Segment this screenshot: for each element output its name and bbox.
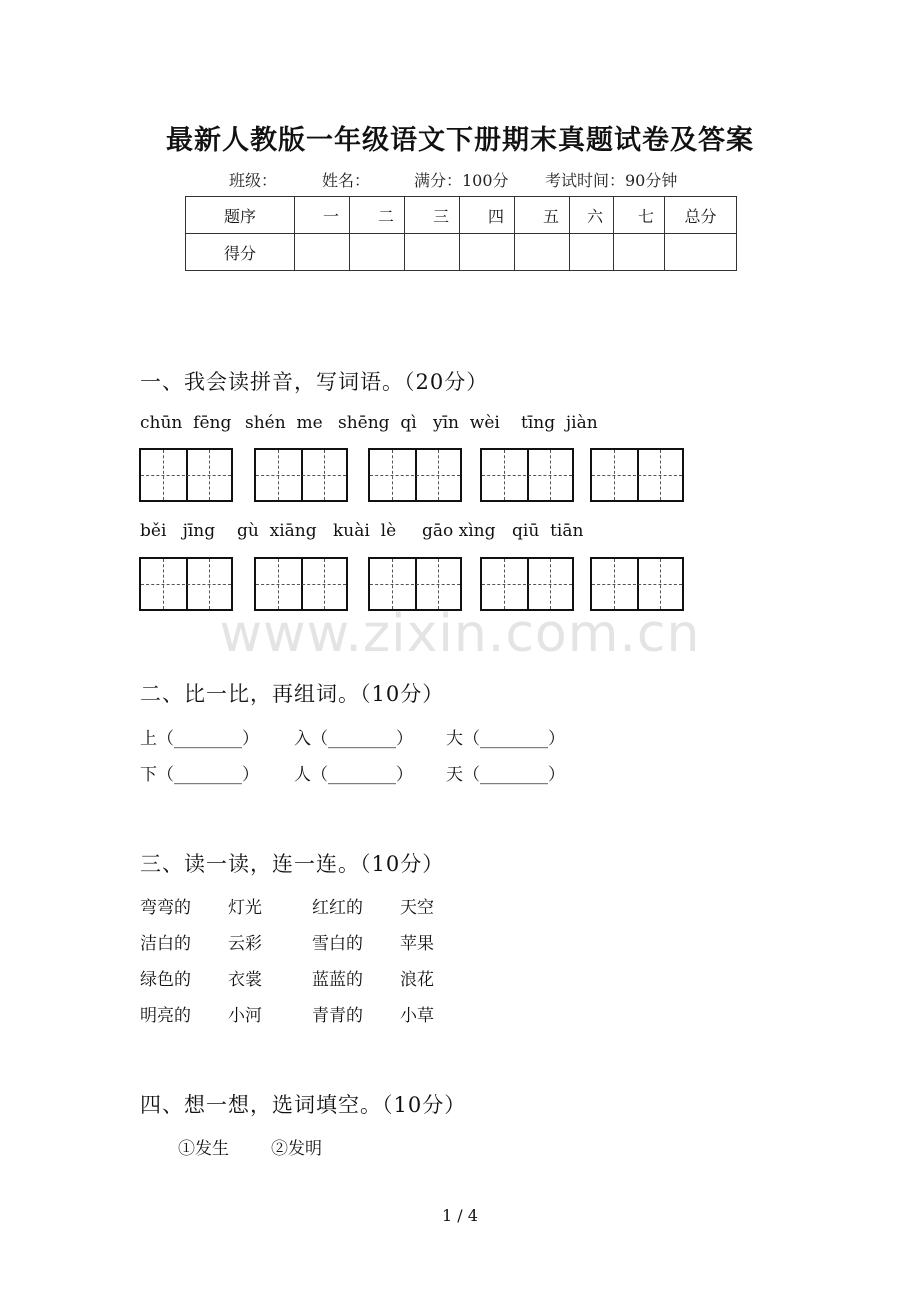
pinyin-3: shēng qì — [338, 413, 417, 433]
exam-time: 考试时间：90分钟 — [545, 171, 678, 190]
section3-heading: 三、读一读，连一连。（10分） — [140, 852, 445, 876]
match-item[interactable]: 雪白的 — [312, 934, 363, 954]
score-cell[interactable] — [405, 234, 460, 271]
writing-grid[interactable] — [254, 557, 348, 611]
table-header-cell: 三 — [405, 197, 460, 234]
full-score: 满分：100分 — [414, 171, 509, 190]
section1-heading: 一、我会读拼音，写词语。（20分） — [140, 370, 489, 394]
match-item[interactable]: 绿色的 — [140, 970, 191, 990]
writing-grid[interactable] — [139, 557, 233, 611]
table-header-cell: 四 — [460, 197, 515, 234]
pinyin-1: chūn fēng — [140, 413, 232, 433]
writing-grid[interactable] — [480, 557, 574, 611]
table-header-cell: 二 — [350, 197, 405, 234]
writing-grid[interactable] — [590, 557, 684, 611]
match-item[interactable]: 明亮的 — [140, 1006, 191, 1026]
match-item[interactable]: 红红的 — [312, 898, 363, 918]
writing-grid[interactable] — [139, 448, 233, 502]
pinyin-8: kuài lè — [333, 521, 397, 541]
match-item[interactable]: 小草 — [400, 1006, 434, 1026]
match-item[interactable]: 衣裳 — [228, 970, 262, 990]
match-item[interactable]: 浪花 — [400, 970, 434, 990]
document-title: 最新人教版一年级语文下册期末真题试卷及答案 — [166, 125, 754, 156]
pinyin-2: shén me — [245, 413, 323, 433]
writing-grid[interactable] — [368, 557, 462, 611]
pinyin-5: tīng jiàn — [521, 413, 598, 433]
pinyin-4: yīn wèi — [433, 413, 500, 433]
compare-item[interactable]: 入（________） — [294, 729, 413, 749]
score-cell[interactable] — [665, 234, 737, 271]
match-item[interactable]: 天空 — [400, 898, 434, 918]
option-1: ①发生 — [178, 1139, 229, 1159]
section2-heading: 二、比一比，再组词。（10分） — [140, 682, 445, 706]
score-cell[interactable] — [460, 234, 515, 271]
score-cell[interactable] — [515, 234, 570, 271]
pinyin-10: qiū tiān — [512, 521, 584, 541]
section4-heading: 四、想一想，选词填空。（10分） — [140, 1093, 467, 1117]
match-item[interactable]: 青青的 — [312, 1006, 363, 1026]
table-header-cell: 总分 — [665, 197, 737, 234]
compare-item[interactable]: 下（________） — [140, 765, 259, 785]
compare-item[interactable]: 上（________） — [140, 729, 259, 749]
match-item[interactable]: 洁白的 — [140, 934, 191, 954]
pinyin-6: běi jīng — [140, 521, 216, 541]
class-label: 班级： — [229, 171, 278, 190]
score-cell[interactable] — [295, 234, 350, 271]
pinyin-9: gāo xìng — [422, 521, 496, 541]
watermark: www.zixin.com.cn — [219, 604, 701, 664]
match-item[interactable]: 云彩 — [228, 934, 262, 954]
pinyin-7: gù xiāng — [237, 521, 317, 541]
match-item[interactable]: 苹果 — [400, 934, 434, 954]
table-header-cell: 五 — [515, 197, 570, 234]
writing-grid[interactable] — [480, 448, 574, 502]
table-header-cell: 一 — [295, 197, 350, 234]
table-header-cell: 六 — [570, 197, 614, 234]
match-item[interactable]: 灯光 — [228, 898, 262, 918]
score-cell[interactable] — [570, 234, 614, 271]
writing-grid[interactable] — [254, 448, 348, 502]
table-header-cell: 七 — [614, 197, 665, 234]
table-header-cell: 题序 — [186, 197, 295, 234]
option-2: ②发明 — [271, 1139, 322, 1159]
score-table-header-row — [186, 197, 737, 234]
match-item[interactable]: 弯弯的 — [140, 898, 191, 918]
page-number: 1 / 4 — [442, 1206, 478, 1225]
compare-item[interactable]: 大（________） — [446, 729, 565, 749]
writing-grid[interactable] — [590, 448, 684, 502]
score-table-score-row — [186, 234, 737, 271]
compare-item[interactable]: 人（________） — [294, 765, 413, 785]
writing-grid[interactable] — [368, 448, 462, 502]
compare-item[interactable]: 天（________） — [446, 765, 565, 785]
table-row-label: 得分 — [186, 234, 295, 271]
match-item[interactable]: 蓝蓝的 — [312, 970, 363, 990]
score-cell[interactable] — [350, 234, 405, 271]
score-cell[interactable] — [614, 234, 665, 271]
score-table — [185, 196, 737, 271]
name-label: 姓名： — [322, 171, 371, 190]
match-item[interactable]: 小河 — [228, 1006, 262, 1026]
